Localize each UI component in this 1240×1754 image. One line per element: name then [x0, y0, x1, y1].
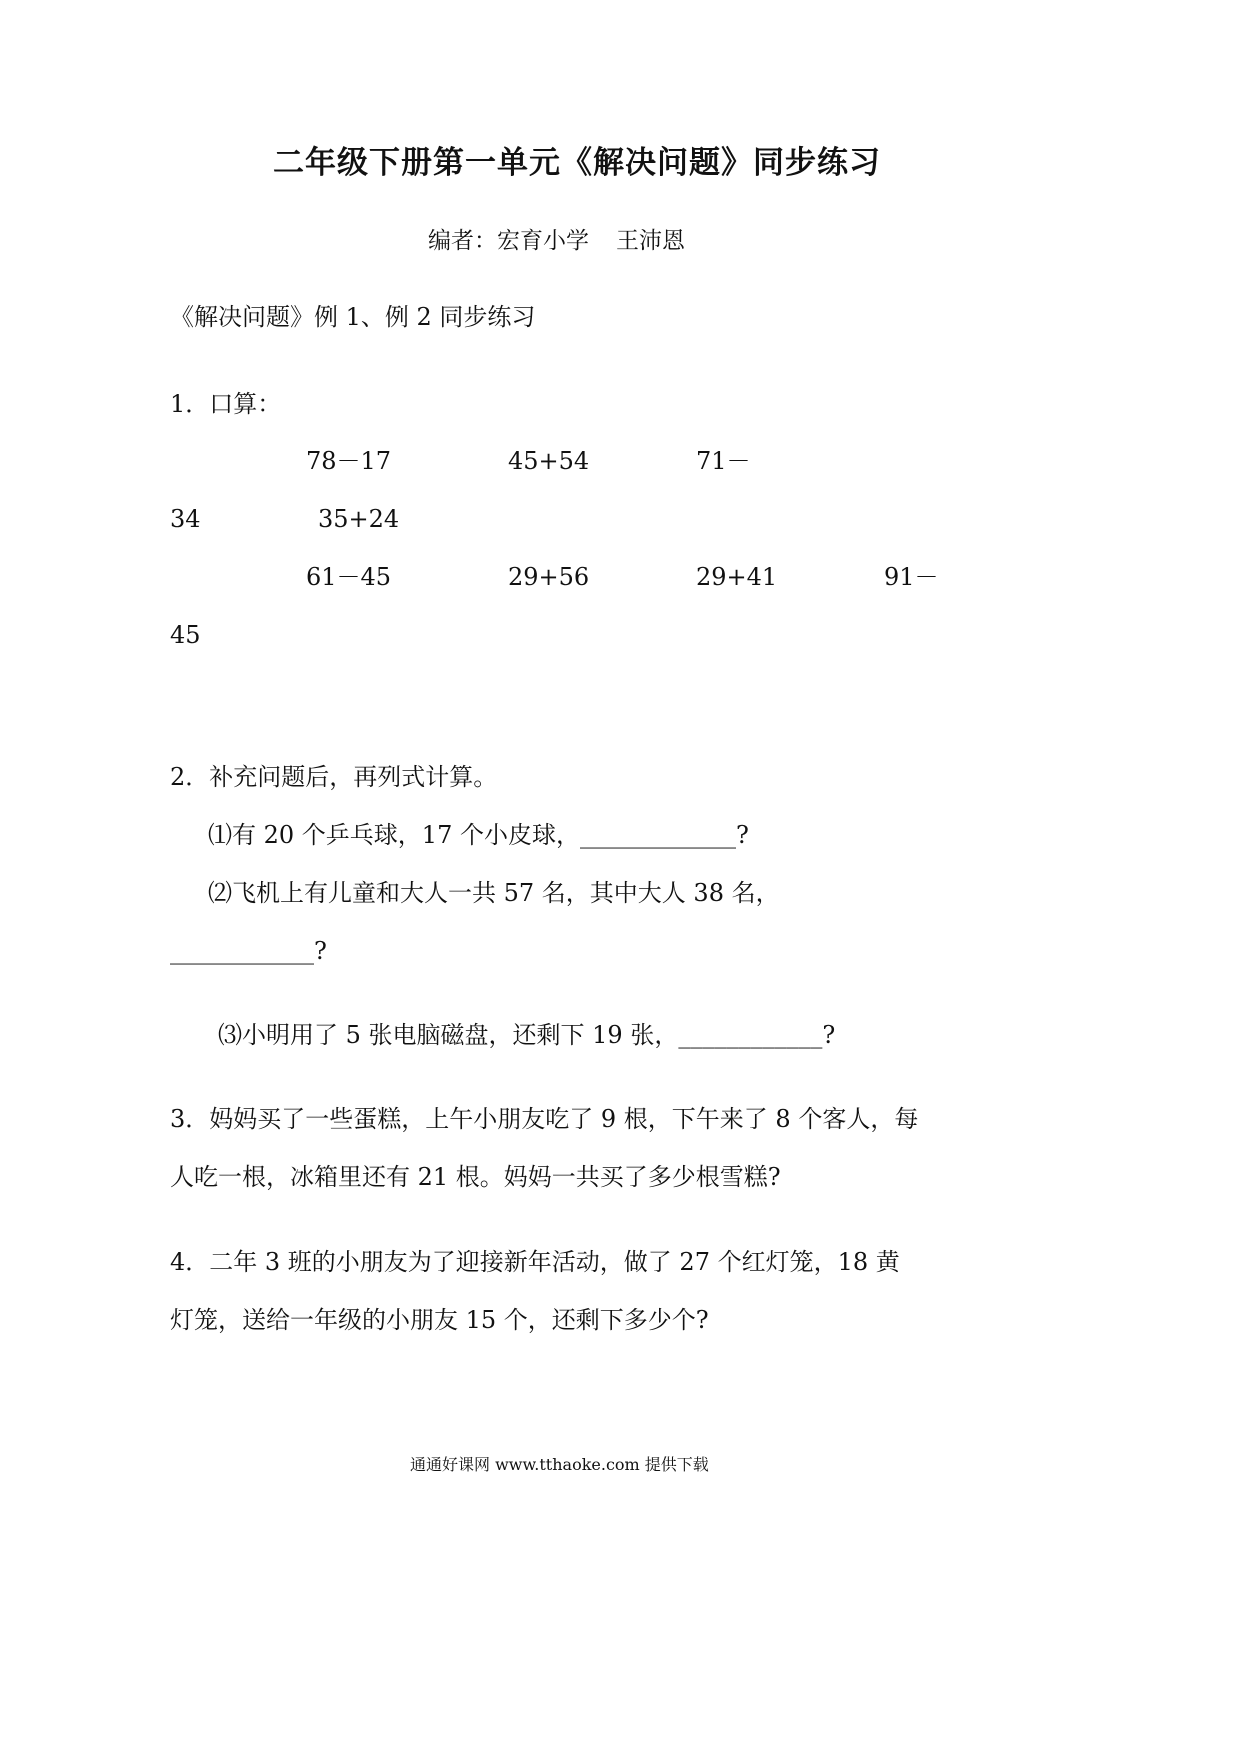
- page-footer: 通通好课网 www.tthaoke.com 提供下载: [410, 1455, 709, 1474]
- q1-r4-a: 45: [170, 621, 201, 649]
- q4-line-1: 4．二年 3 班的小朋友为了迎接新年活动，做了 27 个红灯笼，18 黄: [170, 1248, 900, 1276]
- q1-r2-a: 34: [170, 505, 201, 533]
- q1-r3-d: 91－: [884, 563, 939, 591]
- q1-r3-a: 61－45: [306, 563, 392, 591]
- q2-label: 2．补充问题后，再列式计算。: [170, 763, 498, 791]
- q1-r3-c: 29+41: [696, 563, 778, 591]
- document-title: 二年级下册第一单元《解决问题》同步练习: [273, 145, 881, 181]
- section-heading: 《解决问题》例 1、例 2 同步练习: [170, 303, 536, 331]
- q2-part-1: ⑴有 20 个乒乓球，17 个小皮球，_____________?: [208, 821, 749, 849]
- author-label: 编者：宏育小学: [428, 228, 589, 254]
- q1-r1-b: 45+54: [508, 447, 590, 475]
- author-name: 王沛恩: [616, 228, 685, 254]
- q1-r1-c: 71－: [696, 447, 751, 475]
- q1-label: 1．口算：: [170, 390, 282, 418]
- q1-r1-a: 78－17: [306, 447, 392, 475]
- q2-part-3: ⑶小明用了 5 张电脑磁盘，还剩下 19 张，____________?: [218, 1021, 836, 1049]
- q2-part-2-line-2: ____________?: [170, 937, 327, 965]
- q1-r2-b: 35+24: [318, 505, 400, 533]
- q3-line-1: 3．妈妈买了一些蛋糕，上午小朋友吃了 9 根，下午来了 8 个客人，每: [170, 1105, 919, 1133]
- q3-line-2: 人吃一根，冰箱里还有 21 根。妈妈一共买了多少根雪糕?: [170, 1163, 781, 1191]
- q2-part-2-line-1: ⑵飞机上有儿童和大人一共 57 名，其中大人 38 名，: [208, 879, 780, 907]
- q1-r3-b: 29+56: [508, 563, 590, 591]
- q4-line-2: 灯笼，送给一年级的小朋友 15 个，还剩下多少个?: [170, 1306, 709, 1334]
